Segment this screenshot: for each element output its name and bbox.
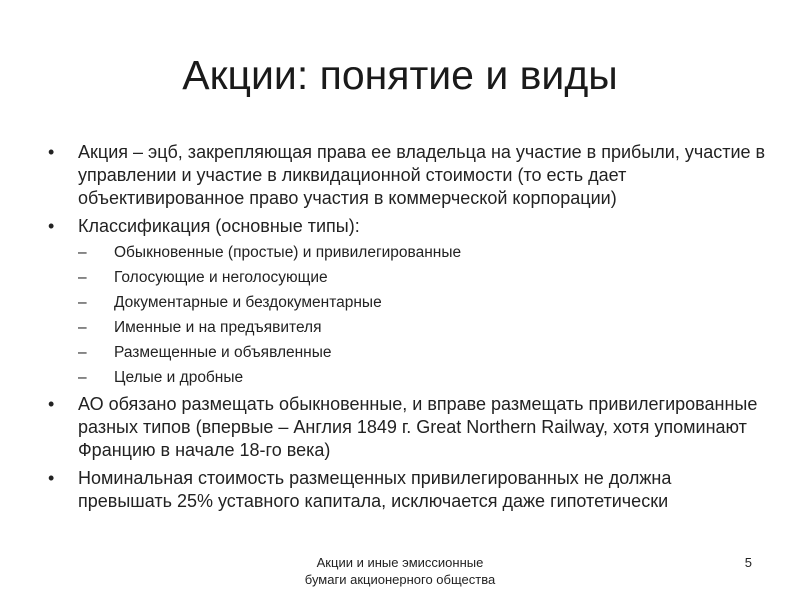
sub-bullet-item: [48, 243, 768, 262]
sub-bullet-text: Размещенные и объявленные: [114, 344, 332, 361]
sub-bullet-item: [48, 318, 768, 337]
bullet-text: АО обязано размещать обыкновенные, и вправе размещать привилегированные разных типов (впервые – Англия 1849 г. Great Northern Railway, хотя упоминают Францию в начале 18-го века): [78, 394, 758, 460]
dash-icon: –: [78, 294, 87, 311]
bullet-icon: •: [48, 216, 55, 236]
sub-bullet-text: Обыкновенные (простые) и привилегированные: [114, 244, 462, 261]
footer-line: бумаги акционерного общества: [304, 572, 496, 587]
sub-bullet-text: Именные и на предъявителя: [114, 319, 322, 336]
bullet-text: Акция – эцб, закрепляющая права ее владельца на участие в прибыли, участие в управлении и участие в ликвидационной стоимости (то есть дает объективированное право участия в коммерческой корпорации): [78, 142, 766, 208]
bullet-item: [48, 393, 768, 462]
bullet-text: Классификация (основные типы):: [78, 216, 360, 236]
sub-bullet-list: [48, 243, 768, 387]
dash-icon: –: [78, 344, 87, 361]
sub-bullet-item: [48, 268, 768, 287]
bullet-list: [48, 141, 768, 518]
bullet-item: [48, 467, 768, 513]
dash-icon: –: [78, 244, 87, 261]
slide-title: Акции: понятие и виды: [182, 52, 618, 98]
bullet-icon: •: [48, 468, 55, 488]
bullet-text: Номинальная стоимость размещенных привилегированных не должна превышать 25% уставного капитала, исключается даже гипотетически: [78, 468, 672, 511]
sub-bullet-text: Документарные и бездокументарные: [114, 294, 382, 311]
sub-bullet-item: [48, 343, 768, 362]
bullet-icon: •: [48, 394, 55, 414]
sub-bullet-text: Целые и дробные: [114, 369, 244, 386]
bullet-icon: •: [48, 142, 55, 162]
page-number: 5: [744, 555, 752, 570]
footer-line: Акции и иные эмиссионные: [316, 555, 484, 570]
dash-icon: –: [78, 269, 87, 286]
dash-icon: –: [78, 369, 87, 386]
bullet-item: [48, 215, 768, 238]
bullet-item: [48, 141, 768, 210]
sub-bullet-item: [48, 368, 768, 387]
sub-bullet-item: [48, 293, 768, 312]
sub-bullet-text: Голосующие и неголосующие: [114, 269, 328, 286]
footer: [0, 554, 800, 588]
dash-icon: –: [78, 319, 87, 336]
